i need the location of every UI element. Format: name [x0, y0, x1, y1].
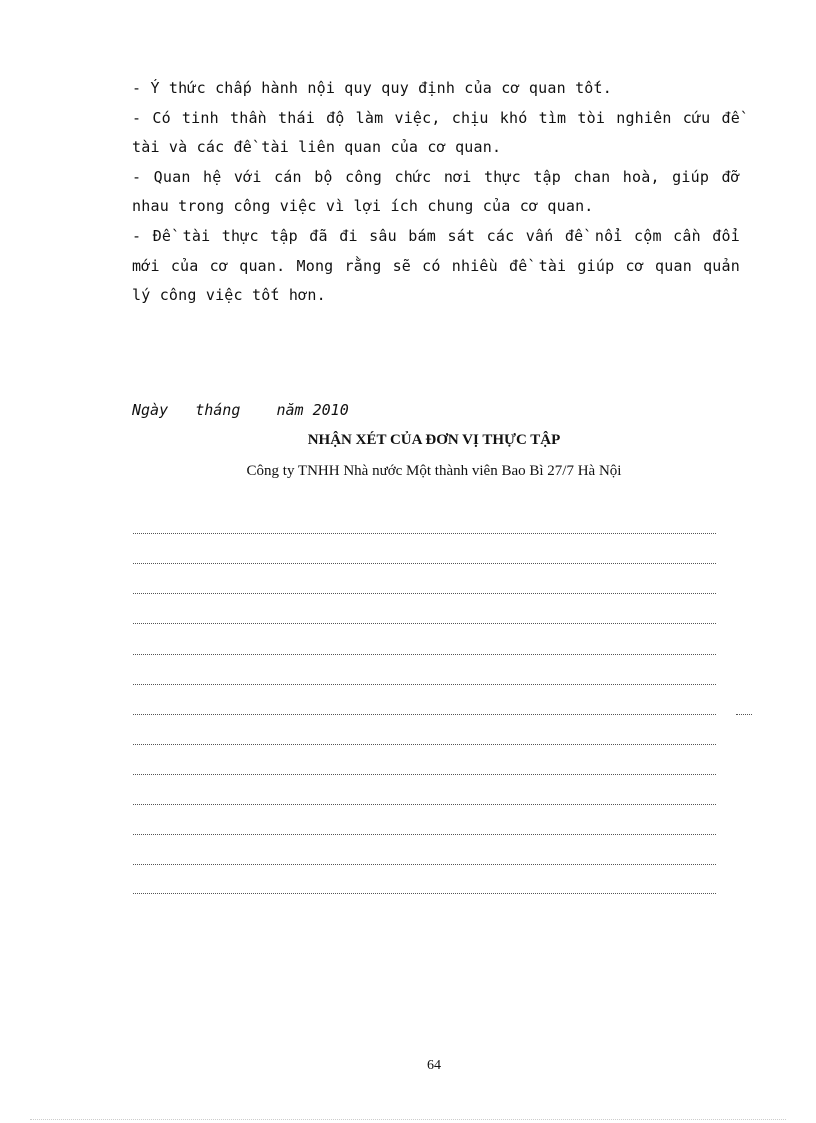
- dotted-line: [133, 864, 716, 865]
- evaluation-paragraph: - Ý thức chấp hành nội quy quy định của cơ quan tốt.: [132, 79, 612, 97]
- dotted-line: [133, 623, 716, 624]
- evaluation-paragraph: - Quan hệ với cán bộ công chức nơi thực tập chan hoà, giúp đỡ nhau trong công việc vì lợi ích chung của cơ quan.: [132, 167, 740, 216]
- dotted-line: [133, 563, 716, 564]
- dotted-line: [133, 804, 716, 805]
- footer-divider: [30, 1119, 786, 1120]
- section-title: NHẬN XÉT CỦA ĐƠN VỊ THỰC TẬP: [307, 432, 561, 448]
- date-line: Ngày tháng năm 2010: [132, 401, 349, 419]
- dotted-line-extension: [736, 714, 752, 715]
- dotted-line: [133, 774, 716, 775]
- evaluation-text: [132, 74, 740, 311]
- dotted-line: [133, 684, 716, 685]
- company-name: Công ty TNHH Nhà nước Một thành viên Bao Bì 27/7 Hà Nội: [246, 463, 622, 479]
- dotted-line: [133, 593, 716, 594]
- evaluation-paragraph: - Đề tài thực tập đã đi sâu bám sát các vấn đề nổi cộm cần đổi mới của cơ quan. Mong rằng sẽ có nhiều đề tài giúp cơ quan quản lý công việc tốt hơn.: [132, 226, 740, 305]
- dotted-line: [133, 654, 716, 655]
- dotted-line: [133, 714, 716, 715]
- page-number: 64: [427, 1058, 441, 1073]
- evaluation-paragraph: - Có tinh thần thái độ làm việc, chịu khó tìm tòi nghiên cứu đề tài và các đề tài liên quan của cơ quan.: [132, 108, 740, 157]
- dotted-line: [133, 744, 716, 745]
- dotted-line: [133, 834, 716, 835]
- dotted-line: [133, 533, 716, 534]
- dotted-line: [133, 893, 716, 894]
